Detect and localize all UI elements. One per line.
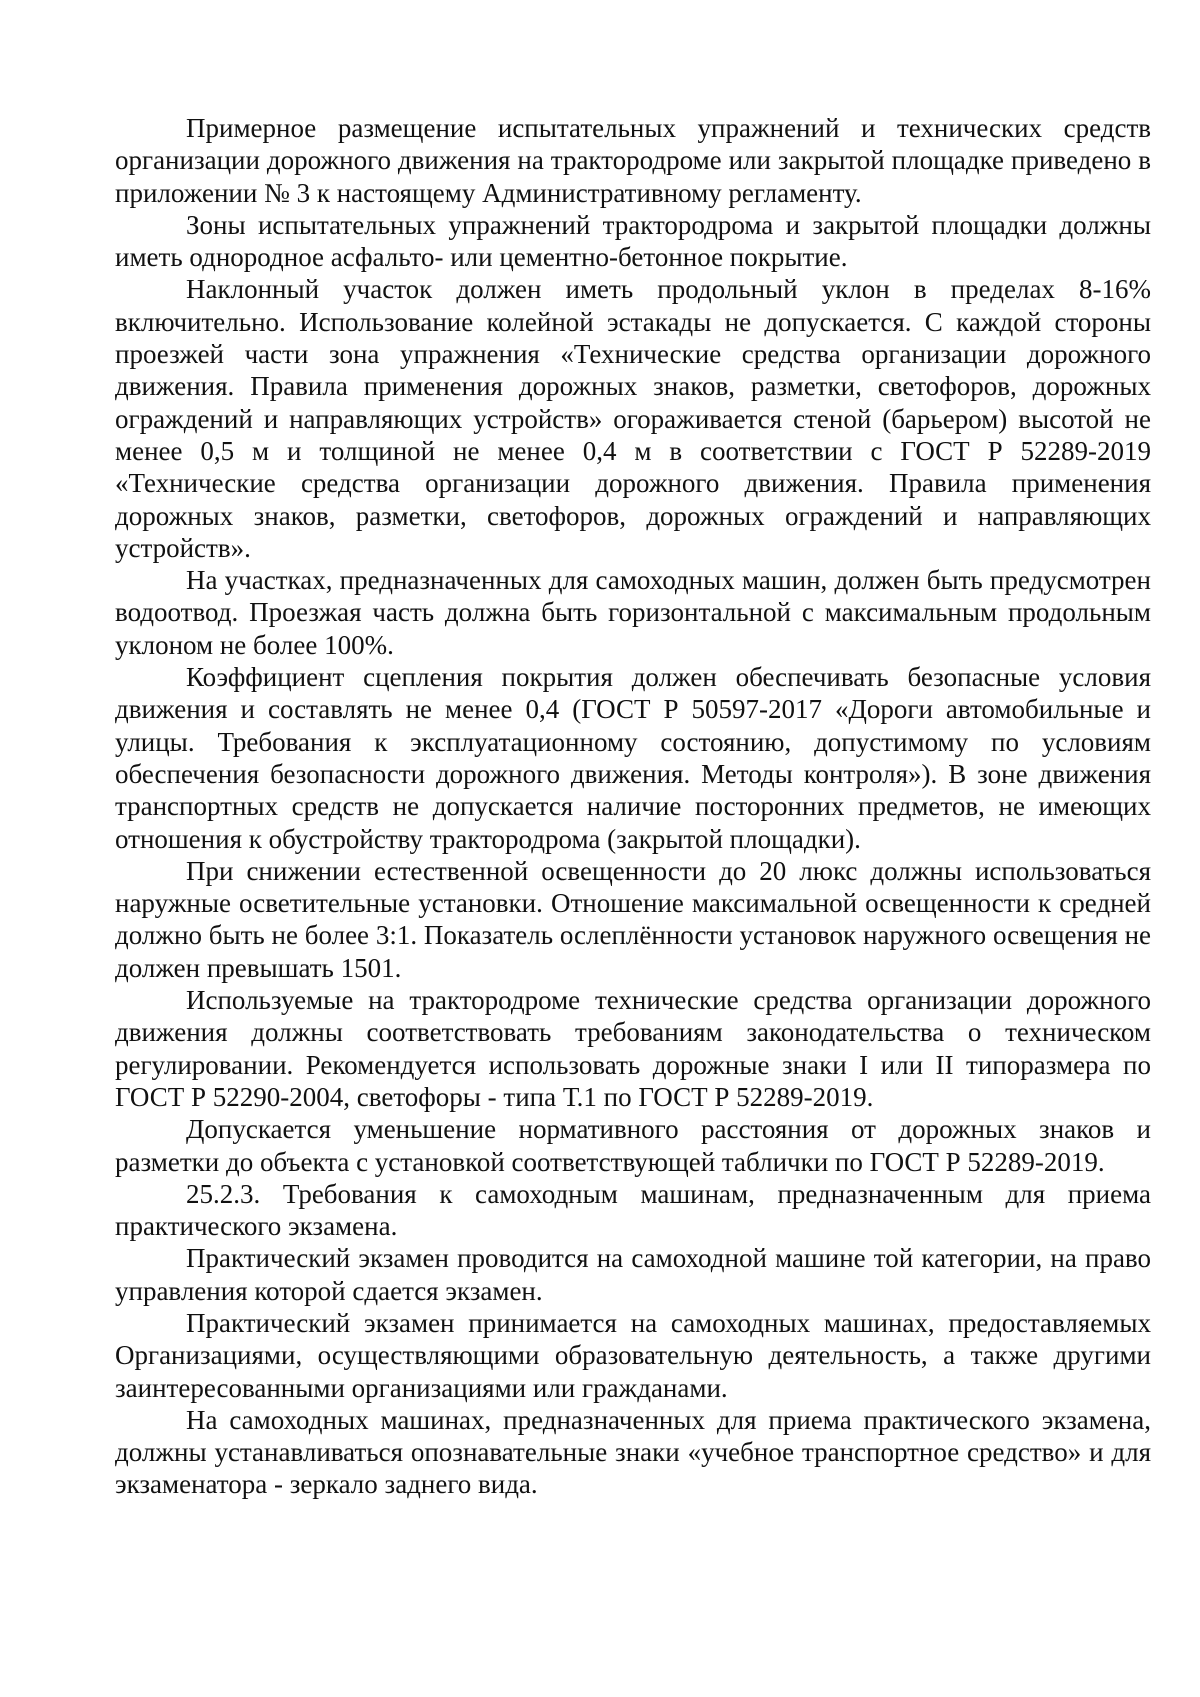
paragraph-lighting: При снижении естественной освещенности до 20 люкс должны использоваться наружные осветительные установки. Отношение максимальной освещенности к средней должно быть не более 3:1. Показатель ослеплённости установок наружного освещения не должен превышать 1501. — [115, 855, 1151, 983]
paragraph-surface-zones: Зоны испытательных упражнений трактородрома и закрытой площадки должны иметь однородное асфальто- или цементно-бетонное покрытие. — [115, 209, 1151, 273]
document-body — [115, 112, 1151, 1501]
paragraph-layout-placement: Примерное размещение испытательных упражнений и технических средств организации дорожного движения на трактородроме или закрытой площадке приведено в приложении № 3 к настоящему Административному регламенту. — [115, 113, 1151, 208]
paragraph-identification-signs: На самоходных машинах, предназначенных для приема практического экзамена, должны устанавливаться опознавательные знаки «учебное транспортное средство» и для экзаменатора - зеркало заднего вида. — [115, 1404, 1151, 1500]
paragraph-traffic-control-means: Используемые на трактородроме технические средства организации дорожного движения должны соответствовать требованиям законодательства о техническом регулировании. Рекомендуется использовать дорожные знаки I или II типоразмера по ГОСТ Р 52290-2004, светофоры - типа Т.1 по ГОСТ Р 52289-2019. — [115, 985, 1151, 1112]
paragraph-exam-machine-category: Практический экзамен проводится на самоходной машине той категории, на право управления которой сдается экзамен. — [115, 1243, 1151, 1306]
section-heading-25-2-3: 25.2.3. Требования к самоходным машинам, предназначенным для приема практического экзамена. — [115, 1178, 1151, 1242]
paragraph-distance-reduction: Допускается уменьшение нормативного расстояния от дорожных знаков и разметки до объекта с установкой соответствующей таблички по ГОСТ Р 52289-2019. — [115, 1114, 1151, 1177]
paragraph-slope-section: Наклонный участок должен иметь продольный уклон в пределах 8-16% включительно. Использование колейной эстакады не допускается. С каждой стороны проезжей части зона упражнения «Технические средства организации дорожного движения. Правила применения дорожных знаков, разметки, светофоров, дорожных ограждений и направляющих устройств» огораживается стеной (барьером) высотой не менее 0,5 м и толщиной не менее 0,4 м в соответствии с ГОСТ Р 52289-2019 «Технические средства организации дорожного движения. Правила применения дорожных знаков, разметки, светофоров, дорожных ограждений и направляющих устройств». — [115, 274, 1151, 563]
paragraph-machine-providers: Практический экзамен принимается на самоходных машинах, предоставляемых Организациями, осуществляющими образовательную деятельность, а также другими заинтересованными организациями или гражданами. — [115, 1307, 1151, 1403]
paragraph-friction-coefficient: Коэффициент сцепления покрытия должен обеспечивать безопасные условия движения и составлять не менее 0,4 (ГОСТ Р 50597-2017 «Дороги автомобильные и улицы. Требования к эксплуатационному состоянию, допустимому по условиям обеспечения безопасности дорожного движения. Методы контроля»). В зоне движения транспортных средств не допускается наличие посторонних предметов, не имеющих отношения к обустройству трактородрома (закрытой площадки). — [115, 662, 1151, 854]
paragraph-drainage: На участках, предназначенных для самоходных машин, должен быть предусмотрен водоотвод. Проезжая часть должна быть горизонтальной с максимальным продольным уклоном не более 100%. — [115, 565, 1151, 660]
